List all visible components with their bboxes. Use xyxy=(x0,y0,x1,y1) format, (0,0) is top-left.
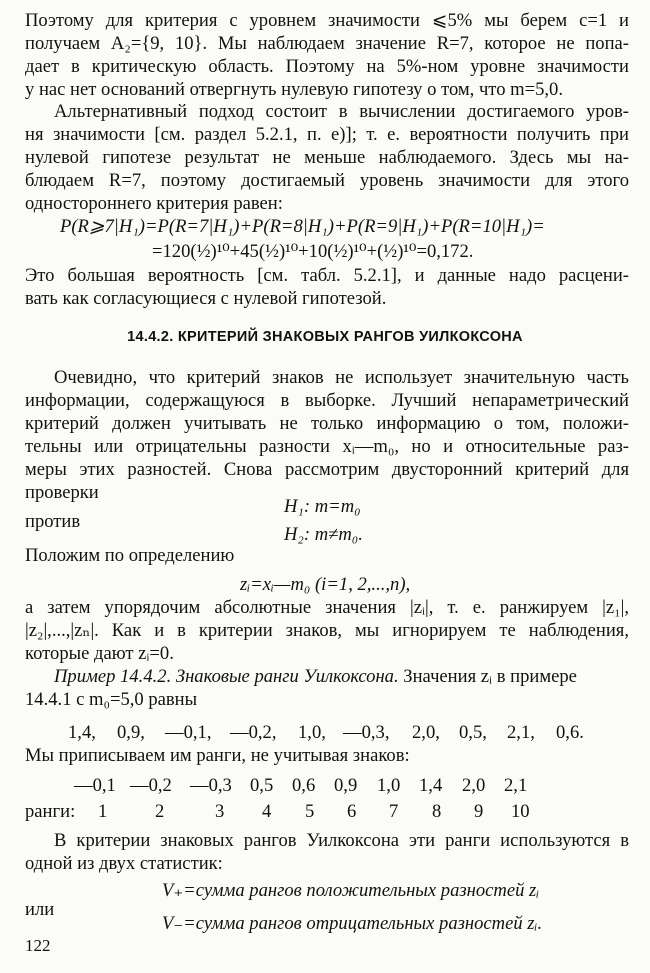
text-line: против xyxy=(25,511,81,532)
sorted-value: 0,6 xyxy=(292,775,316,796)
z-value: —0,3, xyxy=(343,722,390,743)
text-line: Очевидно, что критерий знаков не использует значительную часть xyxy=(54,367,629,388)
sorted-value: —0,3 xyxy=(190,775,232,796)
text-line: блюдаем R=7, поэтому достигаемый уровень значимости для этого xyxy=(25,170,629,191)
sorted-value: —0,2 xyxy=(130,775,172,796)
rank-value: 2 xyxy=(155,801,165,822)
sorted-value: 0,9 xyxy=(334,775,358,796)
text-line: Альтернативный подход состоит в вычислении достигаемого уров- xyxy=(54,101,629,122)
statistic-v-minus: V₋=сумма рангов отрицательных разностей zᵢ. xyxy=(162,913,543,934)
formula-z-definition: zᵢ=xᵢ—m₀ (i=1, 2,...,n), xyxy=(240,574,411,595)
hypothesis-h2: H₂: m≠m₀. xyxy=(284,524,363,545)
rank-value: 9 xyxy=(474,801,484,822)
rank-value: 6 xyxy=(347,801,357,822)
text-line: одностороннего критерия равен: xyxy=(25,193,283,214)
page-number: 122 xyxy=(25,936,51,955)
rank-value: 4 xyxy=(262,801,272,822)
sorted-value: 2,0 xyxy=(462,775,486,796)
rank-value: 7 xyxy=(389,801,399,822)
text-line: ня значимости [см. раздел 5.2.1, п. е)]; т. е. вероятности получить при xyxy=(25,124,629,145)
z-value: 1,0, xyxy=(298,722,326,743)
text-line: меры этих разностей. Снова рассмотрим двусторонний критерий для xyxy=(25,459,629,480)
text-line: нулевой гипотезе результат не меньше наблюдаемого. Здесь мы на- xyxy=(25,147,629,168)
z-value: 1,4, xyxy=(68,722,96,743)
z-value: 0,5, xyxy=(459,722,487,743)
section-heading: 14.4.2. КРИТЕРИЙ ЗНАКОВЫХ РАНГОВ УИЛКОКСОНА xyxy=(127,329,523,345)
text-line: 14.4.1 с m₀=5,0 равны xyxy=(25,689,198,710)
sorted-value: 2,1 xyxy=(504,775,528,796)
example-title-line xyxy=(54,666,577,688)
rank-value: 5 xyxy=(305,801,315,822)
text-line: тельны или отрицательны разности xᵢ—m₀, но и относительные раз- xyxy=(25,436,629,457)
text-line: у нас нет оснований отвергнуть нулевую гипотезу о том, что m=5,0. xyxy=(25,79,563,100)
example-title: Пример 14.4.2. Знаковые ранги Уилкоксона. xyxy=(54,666,399,687)
z-value: 2,1, xyxy=(507,722,535,743)
text-line: которые дают zᵢ=0. xyxy=(25,643,174,664)
z-value: —0,2, xyxy=(230,722,277,743)
text-line: информации, содержащуюся в выборке. Лучший непараметрический xyxy=(25,390,629,411)
statistic-v-plus: V₊=сумма рангов положительных разностей zᵢ xyxy=(162,880,540,901)
text-line: Мы приписываем им ранги, не учитывая знаков: xyxy=(25,745,410,766)
rank-value: 1 xyxy=(98,801,108,822)
example-text: Значения zᵢ в примере xyxy=(398,666,577,687)
z-value: 2,0, xyxy=(412,722,440,743)
text-line: критерий должен учитывать не только информацию о том, положи- xyxy=(25,413,629,434)
hypothesis-h1: H₁: m=m₀ xyxy=(284,496,361,517)
text-line: дает в критическую область. Поэтому на 5%-ном уровне значимости xyxy=(25,56,629,77)
text-line: получаем A₂={9, 10}. Мы наблюдаем значение R=7, которое не попа- xyxy=(25,33,629,54)
rank-value: 8 xyxy=(432,801,442,822)
formula-probability: P(R⩾7|H₁)=P(R=7|H₁)+P(R=8|H₁)+P(R=9|H₁)+P(R=10|H₁)= xyxy=(60,216,545,237)
z-value: —0,1, xyxy=(165,722,212,743)
text-line: одной из двух статистик: xyxy=(25,853,223,874)
text-line: вать как согласующиеся с нулевой гипотезой. xyxy=(25,288,387,309)
text-line: Это большая вероятность [см. табл. 5.2.1], и данные надо расцени- xyxy=(25,265,629,286)
z-value: 0,6. xyxy=(556,722,584,743)
ranks-label: ранги: xyxy=(25,801,76,822)
text-line: а затем упорядочим абсолютные значения |zᵢ|, т. е. ранжируем |z₁|, xyxy=(25,597,629,618)
text-line: проверки xyxy=(25,482,99,503)
text-line: или xyxy=(25,899,55,920)
sorted-value: 1,4 xyxy=(419,775,443,796)
sorted-value: 1,0 xyxy=(377,775,401,796)
sorted-value: —0,1 xyxy=(74,775,116,796)
text-line: В критерии знаковых рангов Уилкоксона эти ранги используются в xyxy=(54,830,629,851)
z-value: 0,9, xyxy=(117,722,145,743)
formula-probability-result: =120(½)¹⁰+45(½)¹⁰+10(½)¹⁰+(½)¹⁰=0,172. xyxy=(152,241,474,262)
text-line: |z₂|,...,|zₙ|. Как и в критерии знаков, мы игнорируем те наблюдения, xyxy=(25,620,629,641)
sorted-value: 0,5 xyxy=(250,775,274,796)
text-line: Поэтому для критерия с уровнем значимости ⩽5% мы берем c=1 и xyxy=(25,10,629,31)
rank-value: 3 xyxy=(215,801,225,822)
rank-value: 10 xyxy=(511,801,530,822)
text-line: Положим по определению xyxy=(25,545,235,566)
